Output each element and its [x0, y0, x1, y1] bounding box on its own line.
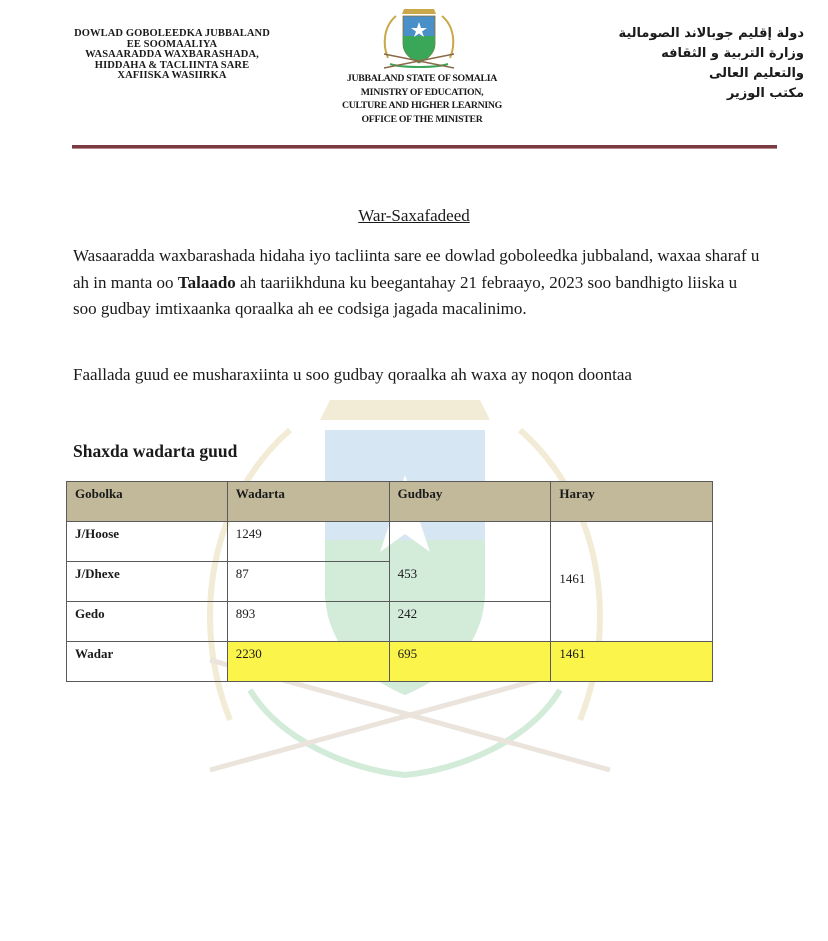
paragraph-text: ah taariikhduna ku beegantahay 21 febraayo, 2023 soo bandhigto liiska u soo gudbay imtixaanka qoraalka ah ee codsiga jagada macalinimo. [73, 272, 738, 318]
cell-region: J/Dhexe [67, 562, 228, 602]
header-wadarta: Wadarta [227, 482, 389, 522]
cell-region: Gedo [67, 602, 228, 642]
header-left-line: XAFIISKA WASIIRKA [117, 70, 227, 81]
cell-region: J/Hoose [67, 522, 228, 562]
header-center-line: MINISTRY OF EDUCATION, [360, 86, 484, 98]
header-left-line: EE SOOMAALIYA [126, 38, 218, 50]
cell-wadarta: 87 [227, 562, 389, 602]
header-left-line: HIDDAHA & TACLIINTA SARE [94, 59, 250, 71]
cell-wadarta: 893 [227, 602, 389, 642]
table-total-row [67, 642, 713, 682]
cell-gudbay: 242 [389, 602, 551, 642]
cell-total-label: Wadar [67, 642, 228, 682]
table-header-row [67, 482, 713, 522]
paragraph-announcement [73, 243, 763, 323]
cell-gudbay-empty [389, 522, 551, 562]
paragraph-text: Wasaaradda waxbarashada hidaha iyo tacliinta sare ee dowlad goboleedka jubbaland, waxaa sharaf u ah in manta oo [73, 246, 760, 292]
header-right-line: والتعليم العالى [709, 66, 804, 81]
header-center-english [312, 72, 532, 126]
header-center-line: CULTURE AND HIGHER LEARNING [341, 100, 503, 111]
cell-total-haray: 1461 [551, 642, 713, 682]
table-title: Shaxda wadarta guud [73, 441, 238, 461]
paragraph-bold-day: Talaado [177, 272, 236, 292]
header-right-arabic [504, 24, 804, 104]
results-table [66, 481, 713, 682]
paragraph-summary: Faallada guud ee musharaxiinta u soo gudbay qoraalka ah waxa ay noqon doontaa [73, 365, 632, 384]
header-gobolka: Gobolka [67, 482, 228, 522]
header-haray: Haray [551, 482, 713, 522]
header-gudbay: Gudbay [389, 482, 551, 522]
cell-total-wadarta: 2230 [227, 642, 389, 682]
header-center-line: JUBBALAND STATE OF SOMALIA [346, 73, 498, 84]
cell-wadarta: 1249 [227, 522, 389, 562]
cell-haray-merged: 1461 [551, 522, 713, 642]
header-right-line: وزارة التربية و الثقافه [661, 46, 804, 61]
header-right-line: دولة إقليم جوبالاند الصومالية [618, 26, 804, 41]
header-center-line: OFFICE OF THE MINISTER [361, 113, 483, 125]
header-left-line: DOWLAD GOBOLEEDKA JUBBALAND [74, 28, 270, 39]
header-right-line: مكتب الوزير [726, 86, 804, 101]
header-left-somali [22, 29, 322, 82]
document-title: War-Saxafadeed [358, 206, 470, 225]
cell-gudbay-merged: 453 [389, 562, 551, 602]
table-row [67, 522, 713, 562]
cell-total-gudbay: 695 [389, 642, 551, 682]
header-left-line: WASAARADDA WAXBARASHADA, [85, 49, 259, 60]
header-divider [72, 145, 777, 149]
jubbaland-coat-of-arms-icon [378, 6, 460, 70]
